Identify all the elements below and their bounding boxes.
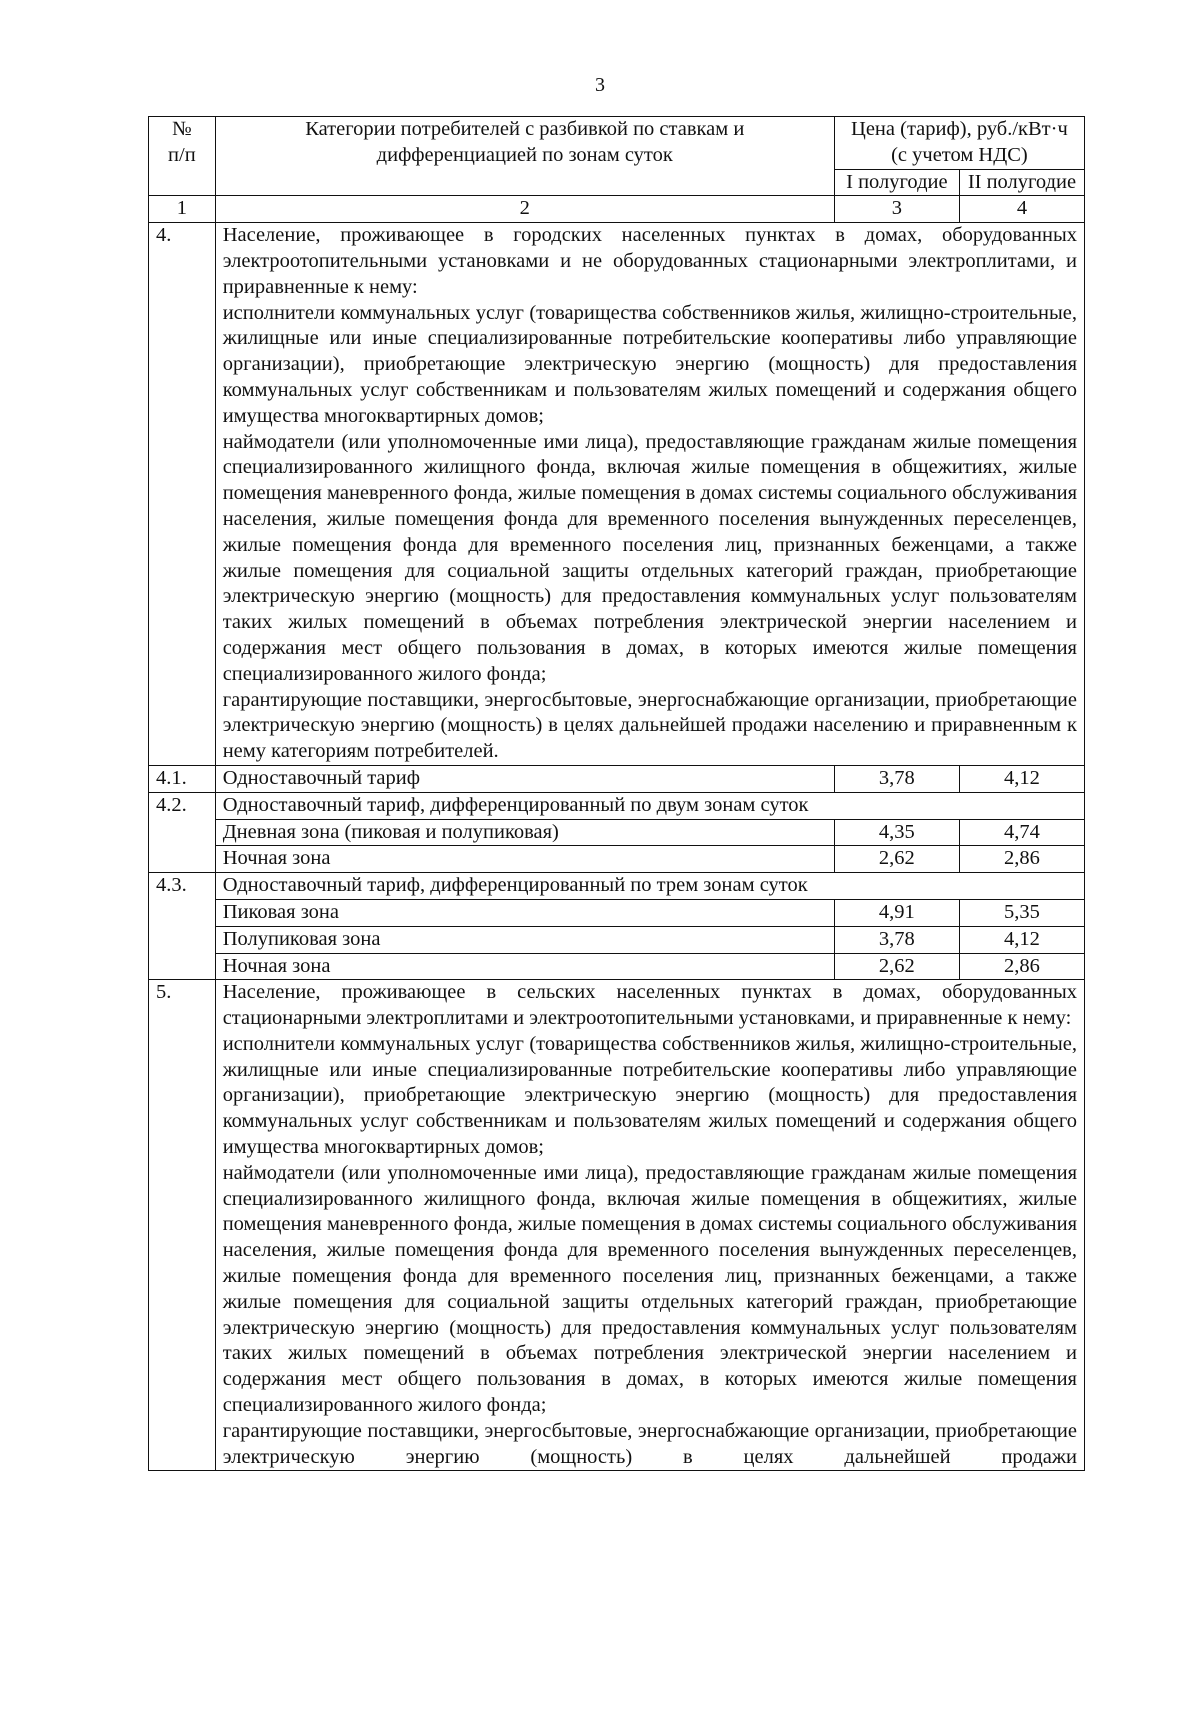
header-half2: II полугодие [959, 169, 1084, 196]
row-4-3-peak-half2: 5,35 [959, 899, 1084, 926]
header-category-line1: Категории потребителей с разбивкой по ставкам и [305, 118, 745, 140]
section-5-paragraph: наймодатели (или уполномоченные ими лица), предоставляющие гражданам жилые помещения специализированного жилищного фонда, включая жилые помещения в общежитиях, жилые помещения маневренного фонда, жилые помещения в домах системы социального обслуживания населения, жилые помещения фонда для временного поселения вынужденных переселенцев, жилые помещения фонда для временного поселения лиц, признанных беженцами, а также жилые помещения для социальной защиты отдельных категорий граждан, приобретающие электрическую энергию (мощность) для предоставления коммунальных услуг пользователям таких жилых помещений в объемах потребления электрической энергии населением и содержания мест общего пользования в домах, в которых имеются жилые помещения специализированного жилого фонда; [222, 1161, 1077, 1417]
row-4-2-night [149, 846, 1085, 873]
column-index-2: 2 [215, 196, 834, 223]
row-4-3-peak [149, 899, 1085, 926]
header-price [834, 117, 1084, 170]
section-4-paragraph: наймодатели (или уполномоченные ими лица), предоставляющие гражданам жилые помещения специализированного жилищного фонда, включая жилые помещения в общежитиях, жилые помещения маневренного фонда, жилые помещения в домах системы социального обслуживания населения, жилые помещения фонда для временного поселения вынужденных переселенцев, жилые помещения фонда для временного поселения лиц, признанных беженцами, а также жилые помещения для социальной защиты отдельных категорий граждан, приобретающие электрическую энергию (мощность) для предоставления коммунальных услуг пользователям таких жилых помещений в объемах потребления электрической энергии населением и содержания мест общего пользования в домах, в которых имеются жилые помещения специализированного жилого фонда; [222, 430, 1077, 685]
row-4-3-peak-label: Пиковая зона [215, 899, 834, 926]
row-4-1-half1: 3,78 [834, 765, 959, 792]
section-5-paragraph: гарантирующие поставщики, энергосбытовые, энергоснабжающие организации, приобретающие электрическую энергию (мощность) в целях дальнейшей продажи [222, 1419, 1077, 1468]
header-num-line1: № [172, 118, 192, 140]
tariff-table [148, 116, 1085, 1471]
table-header-row [149, 117, 1085, 170]
column-index-row [149, 196, 1085, 223]
row-4-3-night-half1: 2,62 [834, 953, 959, 980]
section-4-paragraph: исполнители коммунальных услуг (товарищества собственников жилья, жилищно-строительные, жилищные или иные специализированные потребительские кооперативы либо управляющие организации), приобретающие электрическую энергию (мощность) для предоставления коммунальных услуг собственникам и пользователям жилых помещений и содержания общего имущества многоквартирных домов; [222, 301, 1077, 427]
header-num [149, 117, 216, 196]
row-4-2-day-half1: 4,35 [834, 819, 959, 846]
row-4-1-label: Одноставочный тариф [215, 765, 834, 792]
section-4-row [149, 223, 1085, 766]
row-4-2-day-half2: 4,74 [959, 819, 1084, 846]
column-index-4: 4 [959, 196, 1084, 223]
section-5-row [149, 980, 1085, 1471]
header-category-line2: дифференциацией по зонам суток [376, 143, 673, 166]
row-4-2-night-label: Ночная зона [215, 846, 834, 873]
header-price-line1: Цена (тариф), руб./кВт·ч [851, 118, 1068, 140]
row-4-2-day [149, 819, 1085, 846]
row-4-3-label: Одноставочный тариф, дифференцированный по трем зонам суток [215, 873, 1084, 900]
column-index-1: 1 [149, 196, 216, 223]
row-4-3-night [149, 953, 1085, 980]
section-5-paragraph: исполнители коммунальных услуг (товарищества собственников жилья, жилищно-строительные, жилищные или иные специализированные потребительские кооперативы либо управляющие организации), приобретающие электрическую энергию (мощность) для предоставления коммунальных услуг собственникам и пользователям жилых помещений и содержания общего имущества многоквартирных домов; [222, 1032, 1077, 1159]
row-4-3-night-half2: 2,86 [959, 953, 1084, 980]
section-5-paragraph: Население, проживающее в сельских населенных пунктах в домах, оборудованных стационарными электроплитами и электроотопительными установками, и приравненные к нему: [222, 981, 1077, 1030]
page-number: 3 [595, 74, 605, 96]
row-4-3-semipeak-half2: 4,12 [959, 926, 1084, 953]
header-half1: I полугодие [834, 169, 959, 196]
row-4-2 [149, 792, 1085, 819]
section-5-description [215, 980, 1084, 1471]
row-4-3-semipeak-half1: 3,78 [834, 926, 959, 953]
header-num-line2: п/п [168, 143, 196, 166]
row-4-2-night-half2: 2,86 [959, 846, 1084, 873]
row-4-2-num: 4.2. [149, 792, 216, 872]
row-4-2-day-label: Дневная зона (пиковая и полупиковая) [215, 819, 834, 846]
section-4-description [215, 223, 1084, 766]
header-price-line2: (с учетом НДС) [891, 143, 1028, 166]
row-4-1 [149, 765, 1085, 792]
header-category [215, 117, 834, 196]
section-5-num: 5. [149, 980, 216, 1471]
row-4-3-semipeak [149, 926, 1085, 953]
row-4-2-night-half1: 2,62 [834, 846, 959, 873]
section-4-paragraph: Население, проживающее в городских населенных пунктах в домах, оборудованных электроотопительными установками и не оборудованных стационарными электроплитами, и приравненные к нему: [222, 224, 1077, 298]
section-4-num: 4. [149, 223, 216, 766]
row-4-1-half2: 4,12 [959, 765, 1084, 792]
row-4-3-night-label: Ночная зона [215, 953, 834, 980]
column-index-3: 3 [834, 196, 959, 223]
section-4-paragraph: гарантирующие поставщики, энергосбытовые, энергоснабжающие организации, приобретающие электрическую энергию (мощность) в целях дальнейшей продажи населению и приравненным к нему категориям потребителей. [222, 688, 1077, 763]
row-4-3-semipeak-label: Полупиковая зона [215, 926, 834, 953]
row-4-2-label: Одноставочный тариф, дифференцированный по двум зонам суток [215, 792, 1084, 819]
row-4-1-num: 4.1. [149, 765, 216, 792]
row-4-3-num: 4.3. [149, 873, 216, 980]
row-4-3 [149, 873, 1085, 900]
row-4-3-peak-half1: 4,91 [834, 899, 959, 926]
